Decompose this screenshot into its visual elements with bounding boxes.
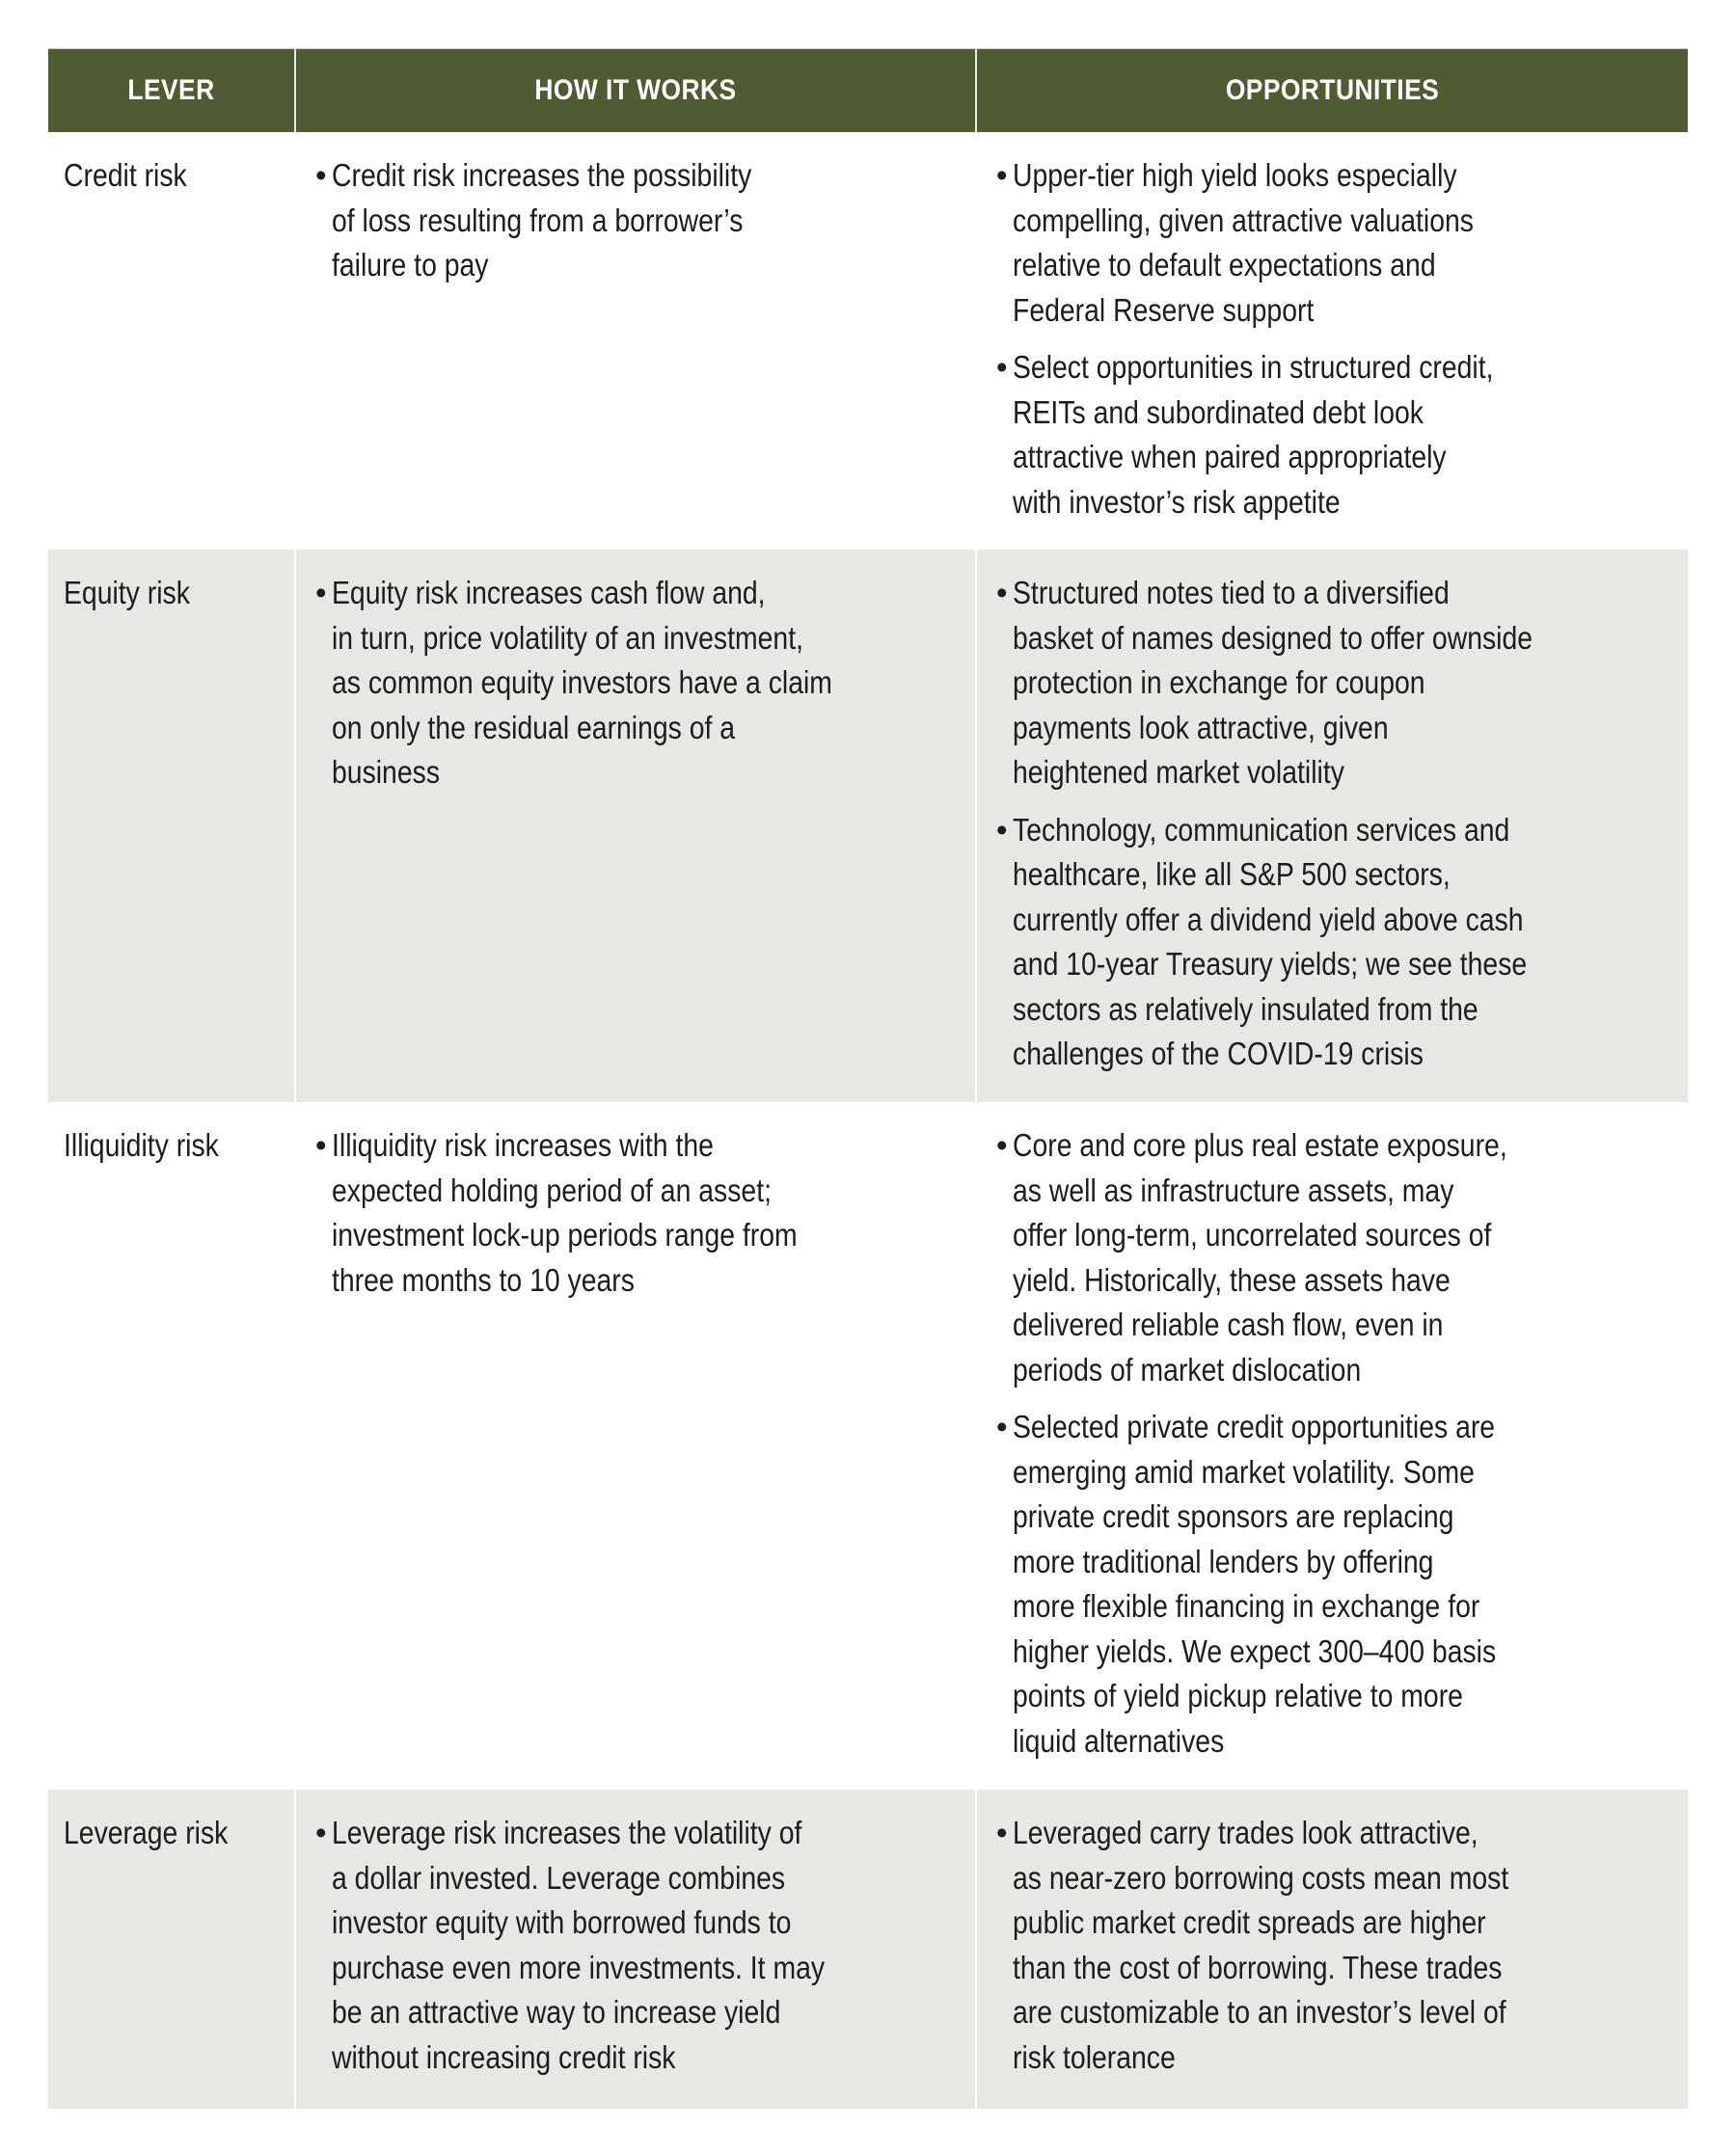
bullet-icon: • bbox=[996, 1127, 1008, 1163]
bullet-text-line: Leverage risk increases the volatility of bbox=[332, 1815, 802, 1850]
bullet-item bbox=[315, 571, 956, 795]
bullet-item bbox=[315, 1811, 956, 2080]
bullet-item bbox=[996, 808, 1668, 1077]
levers-table bbox=[48, 48, 1688, 2109]
bullet-text-line: heightened market volatility bbox=[1013, 754, 1344, 790]
bullet-text-line: challenges of the COVID-19 crisis bbox=[1013, 1036, 1424, 1071]
header-lever: LEVER bbox=[127, 74, 215, 106]
bullet-text-line: currently offer a dividend yield above cash bbox=[1013, 901, 1524, 937]
bullet-text-line: Technology, communication services and bbox=[1013, 811, 1510, 848]
bullet-icon: • bbox=[315, 575, 327, 610]
bullet-text-line: Selected private credit opportunities are bbox=[1013, 1409, 1496, 1444]
lever-text: Equity risk bbox=[64, 575, 190, 610]
bullet-text-line: Credit risk increases the possibility bbox=[332, 157, 752, 193]
bullet-icon: • bbox=[996, 349, 1008, 385]
how-it-works-cell bbox=[296, 550, 975, 1102]
bullet-item bbox=[996, 345, 1668, 525]
how-it-works-cell bbox=[296, 132, 975, 550]
lever-label bbox=[48, 1102, 294, 1790]
bullet-item bbox=[315, 1123, 956, 1303]
bullet-text-line: more traditional lenders by offering bbox=[1013, 1543, 1434, 1579]
bullet-text-line: expected holding period of an asset; bbox=[332, 1172, 772, 1208]
bullet-text-line: more flexible financing in exchange for bbox=[1013, 1588, 1480, 1624]
bullet-text-line: three months to 10 years bbox=[332, 1261, 635, 1298]
bullet-icon: • bbox=[996, 811, 1008, 848]
bullet-text-line: Leveraged carry trades look attractive, bbox=[1013, 1815, 1478, 1850]
bullet-icon: • bbox=[996, 575, 1008, 610]
lever-text: Leverage risk bbox=[64, 1815, 229, 1850]
lever-label bbox=[48, 132, 294, 550]
bullet-text-line: investor equity with borrowed funds to bbox=[332, 1904, 792, 1940]
bullet-text-line: payments look attractive, given bbox=[1013, 709, 1389, 745]
bullet-text-line: REITs and subordinated debt look bbox=[1013, 393, 1424, 430]
bullet-text-line: offer long-term, uncorrelated sources of bbox=[1013, 1217, 1492, 1253]
bullet-text-line: sectors as relatively insulated from the bbox=[1013, 990, 1478, 1027]
bullet-icon: • bbox=[315, 1127, 327, 1163]
opportunities-cell bbox=[977, 550, 1688, 1102]
bullet-text-line: in turn, price volatility of an investment, bbox=[332, 619, 803, 656]
bullet-item bbox=[996, 1123, 1668, 1392]
bullet-text-line: compelling, given attractive valuations bbox=[1013, 202, 1474, 238]
column-divider bbox=[294, 49, 296, 132]
bullet-text-line: yield. Historically, these assets have bbox=[1013, 1261, 1451, 1298]
bullet-text-line: a dollar invested. Leverage combines bbox=[332, 1859, 786, 1896]
bullet-text-line: as near-zero borrowing costs mean most bbox=[1013, 1859, 1509, 1896]
bullet-item bbox=[996, 1405, 1668, 1764]
bullet-icon: • bbox=[996, 157, 1008, 193]
bullet-text-line: Core and core plus real estate exposure, bbox=[1013, 1127, 1507, 1163]
bullet-icon: • bbox=[996, 1815, 1008, 1850]
opportunities-cell bbox=[977, 1790, 1688, 2109]
bullet-text-line: basket of names designed to offer ownside bbox=[1013, 619, 1533, 656]
bullet-text-line: Equity risk increases cash flow and, bbox=[332, 575, 766, 610]
bullet-text-line: liquid alternatives bbox=[1013, 1722, 1225, 1759]
lever-label bbox=[48, 1790, 294, 2109]
bullet-text-line: without increasing credit risk bbox=[332, 2038, 676, 2075]
column-divider bbox=[975, 49, 977, 132]
lever-label bbox=[48, 550, 294, 1102]
bullet-text-line: are customizable to an investor’s level of bbox=[1013, 1994, 1506, 2030]
bullet-text-line: public market credit spreads are higher bbox=[1013, 1904, 1486, 1940]
bullet-text-line: failure to pay bbox=[332, 247, 489, 283]
table-row-credit-risk bbox=[48, 132, 1688, 550]
bullet-text-line: Select opportunities in structured credit, bbox=[1013, 349, 1494, 385]
bullet-text-line: purchase even more investments. It may bbox=[332, 1949, 826, 1985]
bullet-text-line: Structured notes tied to a diversified bbox=[1013, 575, 1450, 610]
bullet-text-line: than the cost of borrowing. These trades bbox=[1013, 1949, 1503, 1985]
opportunities-cell bbox=[977, 1102, 1688, 1790]
header-opportunities: OPPORTUNITIES bbox=[1225, 74, 1440, 106]
bullet-text-line: attractive when paired appropriately bbox=[1013, 439, 1447, 474]
bullet-text-line: business bbox=[332, 754, 441, 790]
bullet-text-line: as common equity investors have a claim bbox=[332, 664, 832, 700]
table-header bbox=[48, 48, 1688, 132]
bullet-icon: • bbox=[315, 157, 327, 193]
bullet-text-line: investment lock-up periods range from bbox=[332, 1217, 798, 1253]
bullet-text-line: Upper-tier high yield looks especially bbox=[1013, 157, 1457, 193]
table-row-equity-risk bbox=[48, 550, 1688, 1102]
bullet-text-line: with investor’s risk appetite bbox=[1013, 483, 1341, 520]
header-how-it-works: HOW IT WORKS bbox=[534, 74, 737, 106]
lever-text: Credit risk bbox=[64, 157, 187, 193]
how-it-works-cell bbox=[296, 1102, 975, 1790]
opportunities-cell bbox=[977, 132, 1688, 550]
bullet-text-line: of loss resulting from a borrower’s bbox=[332, 202, 744, 238]
bullet-text-line: and 10-year Treasury yields; we see these bbox=[1013, 946, 1528, 982]
bullet-text-line: relative to default expectations and bbox=[1013, 247, 1436, 283]
how-it-works-cell bbox=[296, 1790, 975, 2109]
bullet-text-line: healthcare, like all S&P 500 sectors, bbox=[1013, 856, 1451, 892]
bullet-text-line: emerging amid market volatility. Some bbox=[1013, 1453, 1475, 1490]
bullet-text-line: Federal Reserve support bbox=[1013, 291, 1315, 328]
bullet-text-line: be an attractive way to increase yield bbox=[332, 1994, 781, 2030]
bullet-text-line: periods of market dislocation bbox=[1013, 1351, 1362, 1388]
bullet-text-line: on only the residual earnings of a bbox=[332, 709, 736, 745]
bullet-text-line: protection in exchange for coupon bbox=[1013, 664, 1425, 700]
bullet-text-line: points of yield pickup relative to more bbox=[1013, 1678, 1463, 1713]
bullet-text-line: risk tolerance bbox=[1013, 2038, 1176, 2075]
bullet-icon: • bbox=[996, 1409, 1008, 1444]
table-row-illiquidity-risk bbox=[48, 1102, 1688, 1790]
bullet-text-line: Illiquidity risk increases with the bbox=[332, 1127, 714, 1163]
table-row-leverage-risk bbox=[48, 1790, 1688, 2109]
bullet-text-line: delivered reliable cash flow, even in bbox=[1013, 1307, 1444, 1342]
bullet-item bbox=[996, 571, 1668, 795]
bullet-text-line: higher yields. We expect 300–400 basis bbox=[1013, 1632, 1497, 1669]
bullet-item bbox=[996, 1811, 1668, 2080]
bullet-item bbox=[315, 153, 956, 288]
bullet-icon: • bbox=[315, 1815, 327, 1850]
bullet-text-line: as well as infrastructure assets, may bbox=[1013, 1172, 1454, 1208]
bullet-text-line: private credit sponsors are replacing bbox=[1013, 1498, 1454, 1534]
lever-text: Illiquidity risk bbox=[64, 1127, 219, 1163]
bullet-item bbox=[996, 153, 1668, 333]
